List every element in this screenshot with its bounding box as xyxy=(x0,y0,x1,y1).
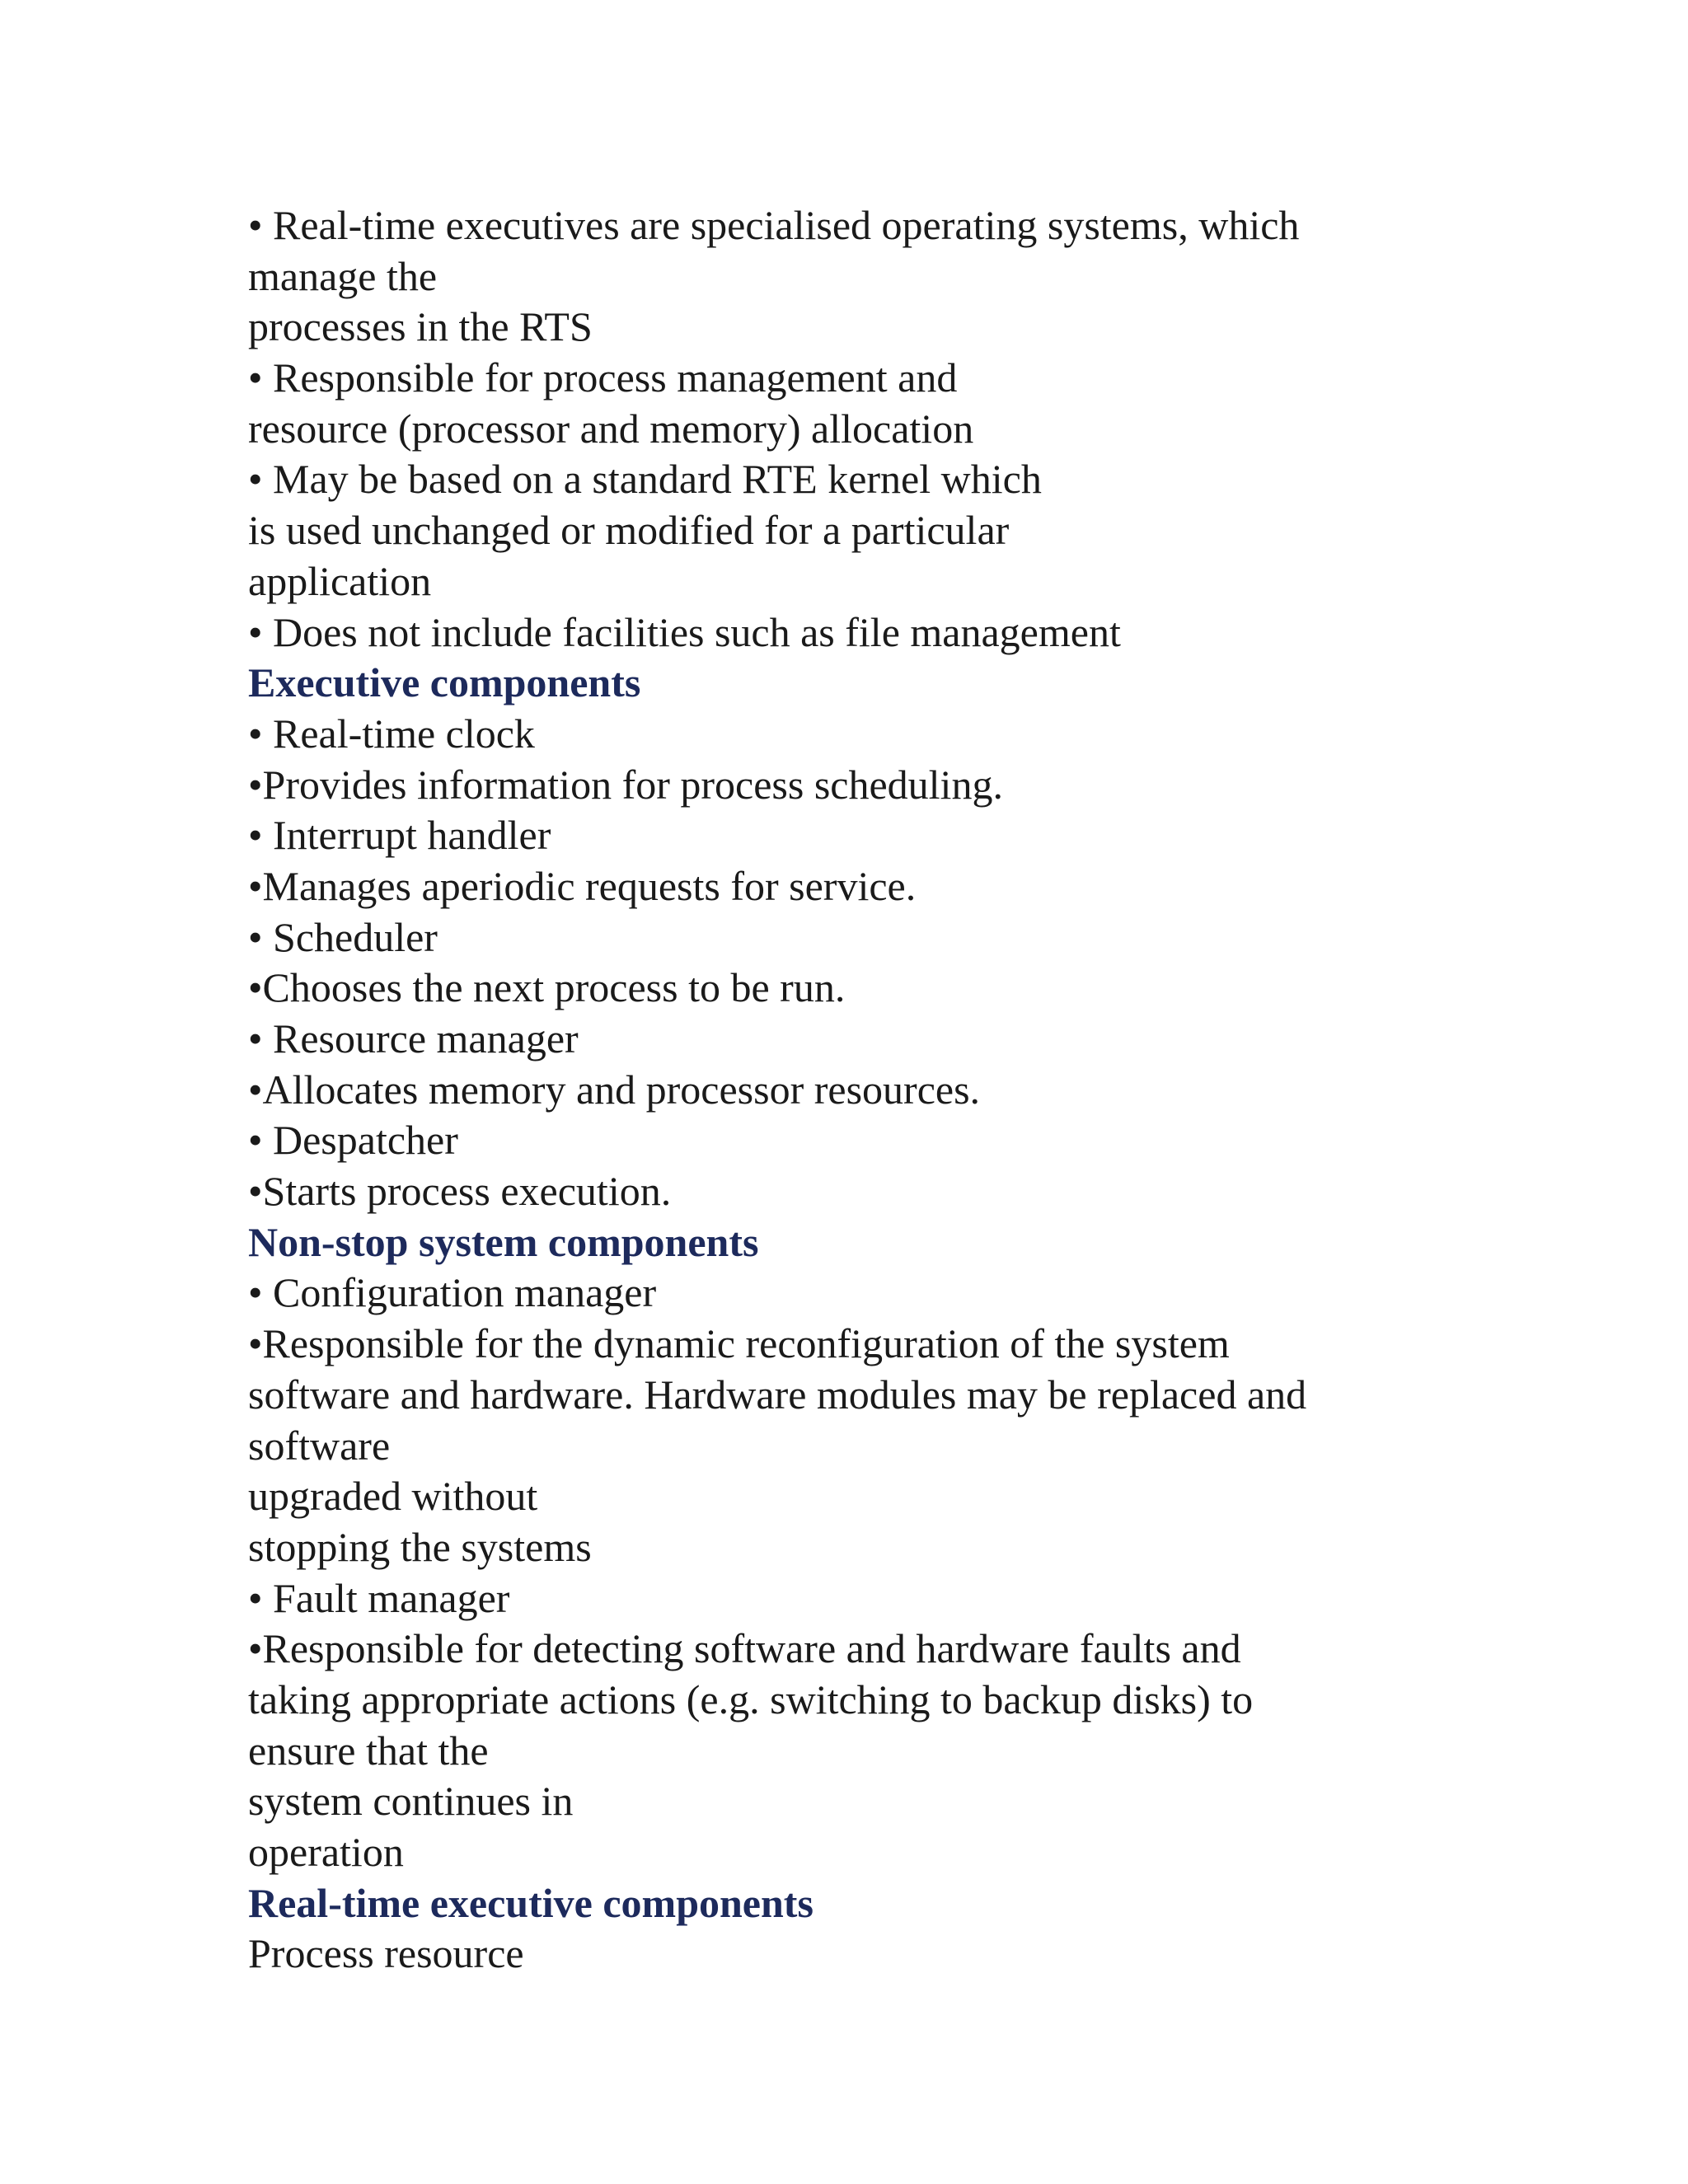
text-line: •Manages aperiodic requests for service. xyxy=(248,862,917,909)
text-line: Process resource xyxy=(248,1930,524,1977)
section-heading: Real-time executive components xyxy=(248,1879,814,1926)
text-line: •Allocates memory and processor resources. xyxy=(248,1066,981,1113)
section-heading: Non-stop system components xyxy=(248,1218,759,1265)
text-line: operation xyxy=(248,1829,404,1875)
text-line: •Responsible for the dynamic reconfiguration of the system xyxy=(248,1320,1230,1367)
text-line: system continues in xyxy=(248,1778,574,1825)
text-line: • Fault manager xyxy=(248,1574,510,1621)
text-line: •Chooses the next process to be run. xyxy=(248,964,846,1011)
text-line: • Responsible for process management and xyxy=(248,354,958,401)
text-line: processes in the RTS xyxy=(248,303,593,350)
text-line: •Responsible for detecting software and hardware faults and xyxy=(248,1625,1241,1672)
text-line: taking appropriate actions (e.g. switching to backup disks) to xyxy=(248,1675,1254,1722)
text-line: •Starts process execution. xyxy=(248,1168,672,1215)
text-line: • Scheduler xyxy=(248,913,438,960)
text-line: • Does not include facilities such as file management xyxy=(248,608,1121,655)
text-line: upgraded without xyxy=(248,1473,538,1520)
text-line: ensure that the xyxy=(248,1727,489,1774)
text-line: software xyxy=(248,1422,391,1469)
text-line: • Resource manager xyxy=(248,1015,579,1062)
text-line: resource (processor and memory) allocation xyxy=(248,405,974,452)
text-line: • Configuration manager xyxy=(248,1269,657,1316)
section-heading: Executive components xyxy=(248,659,641,706)
text-line: stopping the systems xyxy=(248,1523,592,1570)
text-line: application xyxy=(248,557,432,604)
text-line: • Real-time executives are specialised operating systems, which xyxy=(248,202,1300,248)
text-line: •Provides information for process scheduling. xyxy=(248,761,1003,808)
text-line: • Interrupt handler xyxy=(248,812,551,859)
text-line: • May be based on a standard RTE kernel which xyxy=(248,456,1042,503)
document-body xyxy=(248,200,1451,1980)
text-line: • Real-time clock xyxy=(248,710,535,757)
text-line: is used unchanged or modified for a particular xyxy=(248,507,1010,554)
text-line: software and hardware. Hardware modules may be replaced and xyxy=(248,1371,1307,1418)
text-line: • Despatcher xyxy=(248,1117,458,1164)
text-line: manage the xyxy=(248,252,438,299)
